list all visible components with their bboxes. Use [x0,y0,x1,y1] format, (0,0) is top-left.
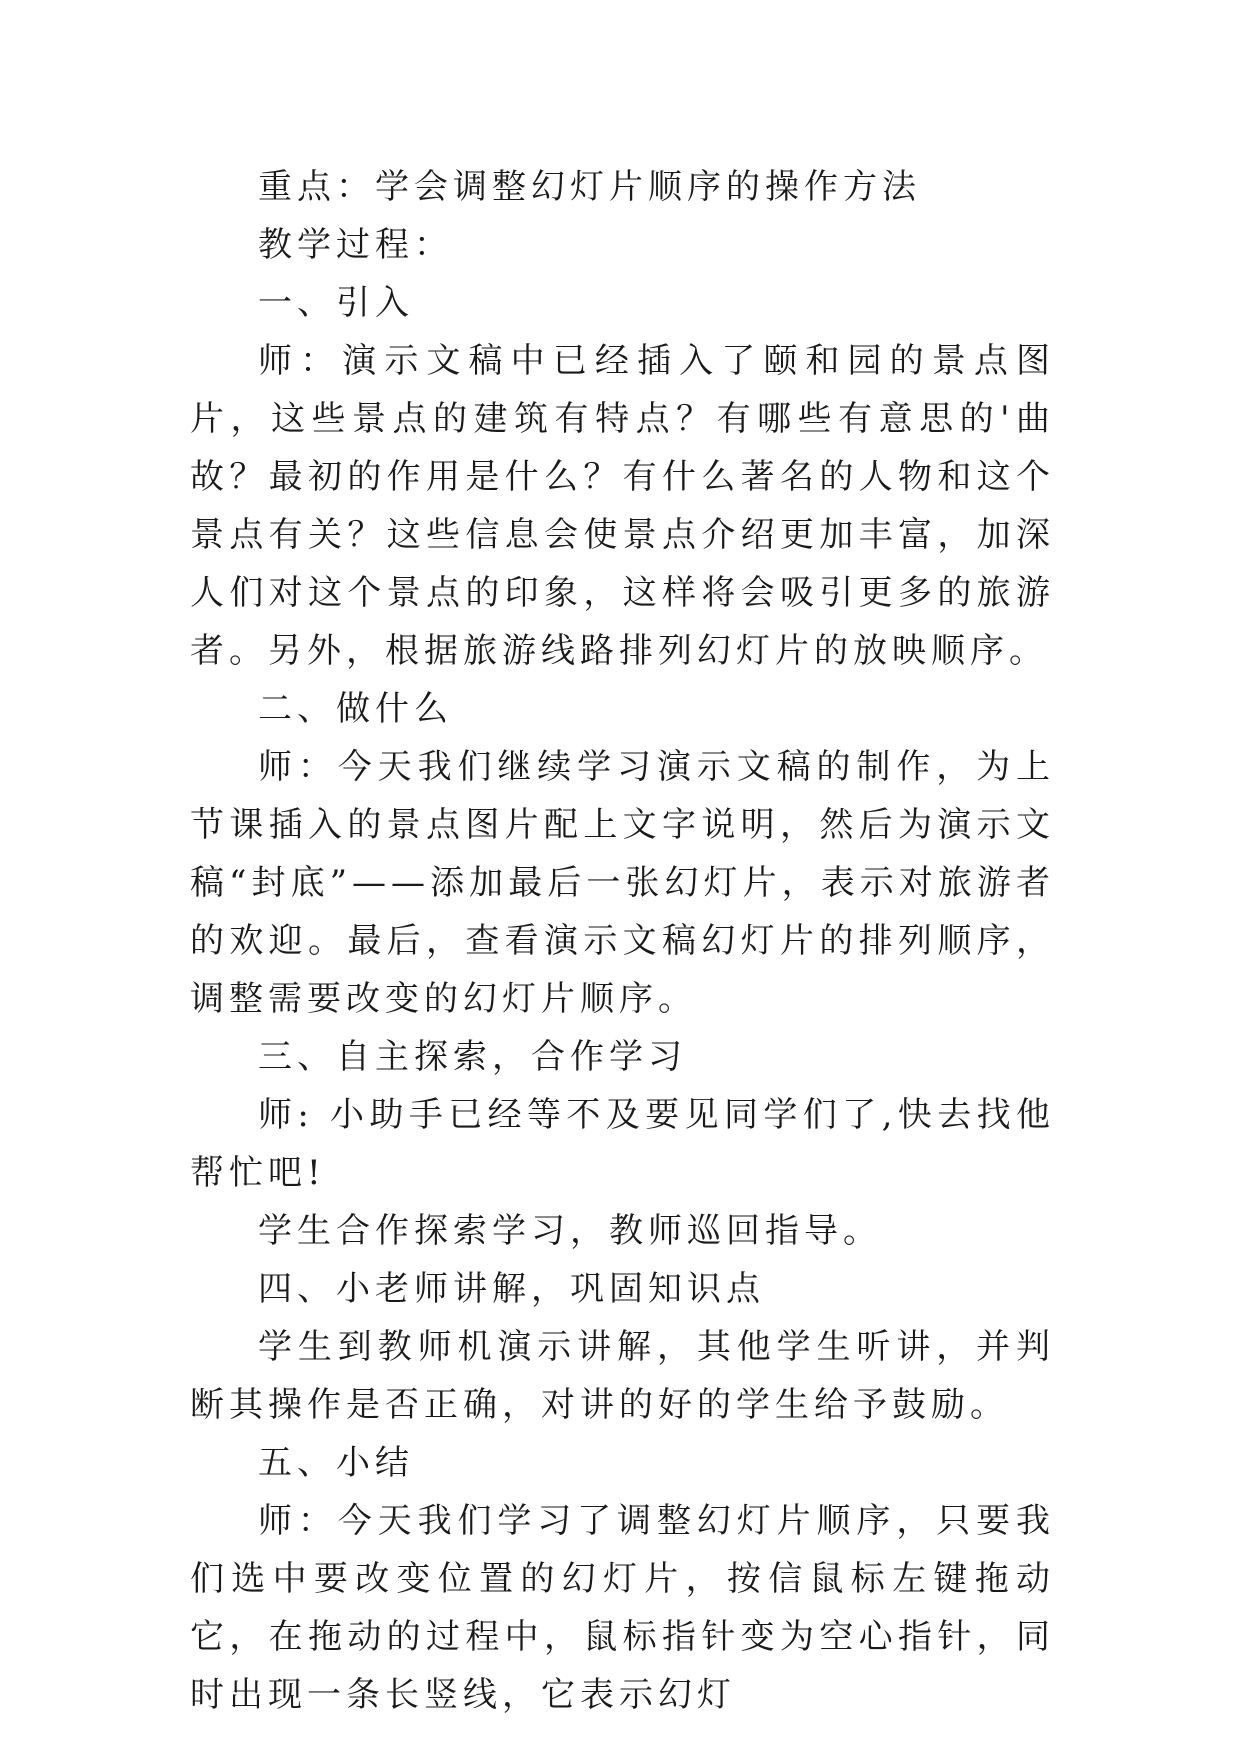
paragraph-introduction: 师：演示文稿中已经插入了颐和园的景点图片，这些景点的建筑有特点？有哪些有意思的'曲故？最初的作用是什么？有什么著名的人物和这个景点有关？这些信息会使景点介绍更加丰富，加深人们对这个景点的印象，这样将会吸引更多的旅游者。另外，根据旅游线路排列幻灯片的放映顺序。 [190,341,1055,671]
document-body [190,158,1055,1724]
paragraph-helper: 师: 小助手已经等不及要见同学们了,快去找他帮忙吧! [190,1095,1055,1193]
paragraph-summary: 师：今天我们学习了调整幻灯片顺序，只要我们选中要改变位置的幻灯片，按信鼠标左键拖动它，在拖动的过程中，鼠标指针变为空心指针，同时出现一条长竖线，它表示幻灯 [190,1501,1055,1715]
paragraph-cooperative-learning: 学生合作探索学习，教师巡回指导。 [258,1211,882,1251]
paragraph-key-point: 重点：学会调整幻灯片顺序的操作方法 [258,167,921,207]
heading-summary: 五、小结 [258,1443,414,1483]
heading-introduction: 一、引入 [258,283,414,323]
paragraph-what-to-do: 师：今天我们继续学习演示文稿的制作，为上节课插入的景点图片配上文字说明，然后为演示文稿“封底”——添加最后一张幻灯片，表示对旅游者的欢迎。最后，查看演示文稿幻灯片的排列顺序，调整需要改变的幻灯片顺序。 [190,747,1055,1019]
heading-what-to-do: 二、做什么 [258,689,453,729]
paragraph-little-teacher: 学生到教师机演示讲解，其他学生听讲，并判断其操作是否正确，对讲的好的学生给予鼓励。 [190,1327,1055,1425]
heading-little-teacher: 四、小老师讲解，巩固知识点 [258,1269,765,1309]
paragraph-teaching-process: 教学过程： [258,225,453,265]
heading-self-exploration: 三、自主探索，合作学习 [258,1037,687,1077]
